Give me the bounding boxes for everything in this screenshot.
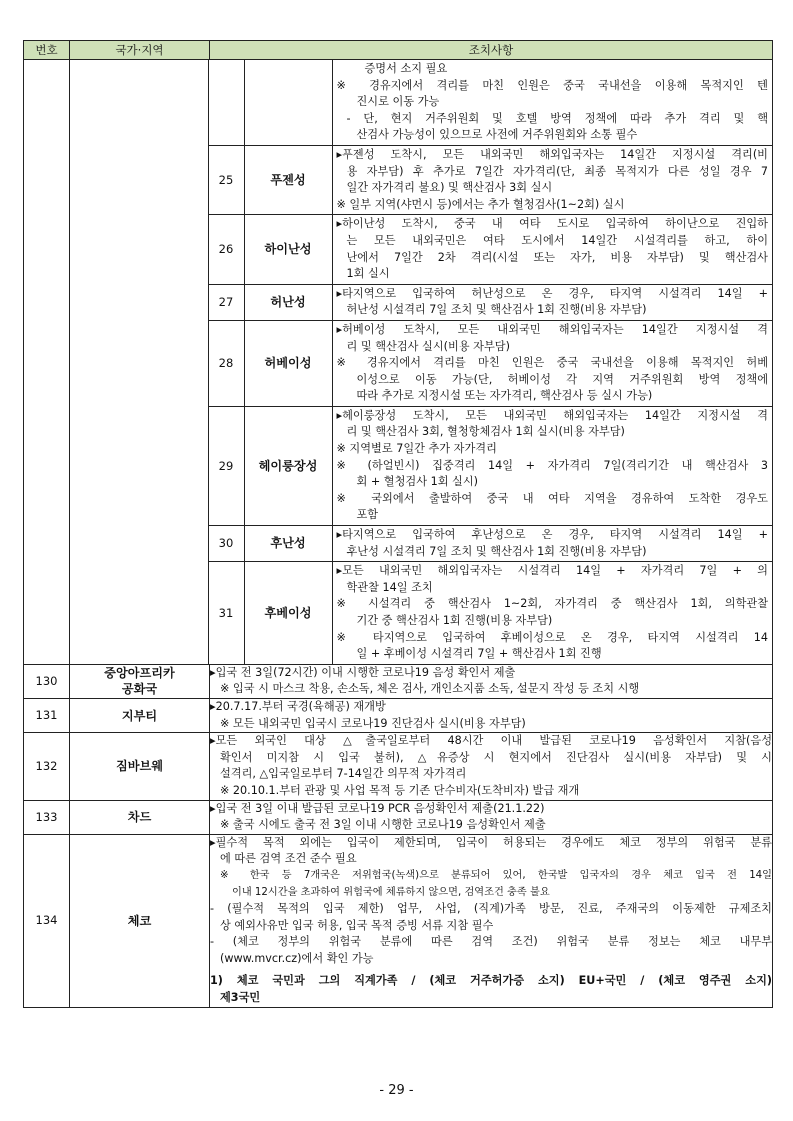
measures-cell (210, 733, 773, 800)
table-row (24, 664, 773, 698)
province-num: 25 (208, 145, 244, 214)
content-line: ※ 시설격리 중 핵산검사 1~2회, 자가격리 중 핵산검사 1회, 의학관찰 (336, 597, 768, 611)
content-line: ▸20.7.17.부터 국경(육해공) 재개방 (210, 699, 386, 713)
content-line: ▸허베이성 도착시, 모든 내외국민 해외입국자는 14일간 지정시설 격 (336, 322, 768, 336)
province-measures (332, 526, 772, 562)
province-name: 허베이성 (244, 320, 332, 406)
content-line: ※ 국외에서 출발하여 중국 내 여타 지역을 경유하여 도착한 경우도 (336, 491, 768, 505)
content-line: 기간 중 핵산검사 1회 진행(비용 자부담) (356, 614, 553, 627)
province-row (70, 284, 772, 320)
content-line: 일 + 후베이성 시설격리 7일 + 핵산검사 1회 진행 (356, 647, 602, 661)
content-line: 허난성 시설격리 7일 조치 및 핵산검사 1회 진행(비용 자부담) (346, 303, 647, 317)
province-name: 허난성 (244, 284, 332, 320)
content-line: ▸모든 외국인 대상 △출국일로부터 48시간 이내 발급된 코로나19 음성확인서 지참(음성 (210, 734, 772, 748)
content-line: ※ 경유지에서 격리를 마친 인원은 중국 국내선을 이용해 목적지인 허베 (336, 356, 768, 370)
province-row (70, 562, 772, 664)
province-row (70, 215, 772, 284)
header-num: 번호 (24, 41, 70, 60)
content-line: 에 따른 검역 조건 준수 필요 (220, 852, 357, 866)
content-line: ▸모든 내외국민 해외입국자는 시설격리 14일 + 자가격리 7일 + 의 (336, 564, 768, 578)
content-line: ▸타지역으로 입국하여 후난성으로 온 경우, 타지역 시설격리 14일 + (336, 528, 768, 542)
province-row (70, 60, 772, 145)
country-cell (70, 406, 208, 525)
content-line: ※ 경유지에서 격리를 마친 인원은 중국 국내선을 이용해 목적지인 텐 (336, 78, 768, 92)
content-line: ▸입국 전 3일(72시간) 이내 시행한 코로나19 음성 확인서 제출 (210, 665, 516, 679)
province-row (70, 526, 772, 562)
table-row (24, 733, 773, 800)
content-line: 산검사 가능성이 있으므로 사전에 거주위원회와 소통 필수 (356, 128, 638, 142)
content-line: 상 예외사유만 입국 허용, 입국 목적 증빙 서류 지참 필수 (220, 918, 494, 932)
table-row (24, 800, 773, 834)
content-line: ※ (하얼빈시) 집중격리 14일 + 자가격리 7일(격리기간 내 핵산검사 3 (336, 458, 768, 472)
content-line: ▸푸젠성 도착시, 모든 내외국민 해외입국자는 14일간 지정시설 격리(비 (336, 147, 768, 161)
province-measures (332, 562, 772, 664)
content-line: 리 및 핵산검사 3회, 혈청항체검사 1회 실시(비용 자부담) (346, 425, 625, 439)
province-num: 26 (208, 215, 244, 284)
province-num (208, 60, 244, 145)
country-name: 체코 (70, 834, 210, 1007)
content-line: 일간 자가격리 불요) 및 핵산검사 3회 실시 (346, 181, 553, 195)
province-num: 28 (208, 320, 244, 406)
content-line: ▸하이난성 도착시, 중국 내 여타 도시로 입국하여 하이난으로 진입하 (336, 217, 768, 231)
row-num: 130 (24, 664, 70, 698)
province-measures (332, 284, 772, 320)
content-line: 이성으로 이동 가능(단, 허베이성 각 지역 거주위원회 방역 정책에 (356, 372, 768, 386)
page-number: - 29 - (379, 1083, 414, 1098)
content-line: 후난성 시설격리 7일 조치 및 핵산검사 1회 진행(비용 자부담) (346, 544, 647, 558)
content-line: 확인서 미지참 시 입국 불허), △유증상 시 현지에서 진단검사 실시(비용 자부담) 및 시 (220, 750, 772, 764)
country-cell (70, 284, 208, 320)
content-line: ※ 지역별로 7일간 추가 자가격리 (336, 442, 497, 456)
content-line: 1) 체코 국민과 그의 직계가족 / (체코 거주허가증 소지) EU+국민 / (체코 영주권 소지) (210, 974, 772, 988)
content-line: ▸필수적 목적 외에는 입국이 제한되며, 입국이 허용되는 경우에도 체코 정부의 위험국 분류 (210, 835, 772, 849)
country-name: 짐바브웨 (70, 733, 210, 800)
content-line: - (필수적 목적의 입국 제한) 업무, 사업, (직계)가족 방문, 진료, 주재국의 이동제한 규제조치 (210, 902, 772, 916)
content-line: ※ 일부 지역(샤먼시 등)에서는 추가 혈청검사(1~2회) 실시 (336, 197, 625, 211)
content-line: 회 + 혈청검사 1회 실시) (356, 475, 479, 489)
province-num: 31 (208, 562, 244, 664)
province-name: 하이난성 (244, 215, 332, 284)
province-name: 후베이성 (244, 562, 332, 664)
row-num: 134 (24, 834, 70, 1007)
content-line: 용 자부담) 후 추가로 7일간 자가격리(단, 최종 목적지가 다른 성일 경우 7 (346, 164, 768, 178)
content-line: 리 및 핵산검사 실시(비용 자부담) (346, 339, 510, 353)
content-line: 1회 실시 (346, 267, 390, 281)
country-cell (70, 215, 208, 284)
province-num: 30 (208, 526, 244, 562)
content-line: - (체코 정부의 위험국 분류에 따른 검역 조건) 위험국 분류 정보는 체코 내무부 (210, 935, 772, 949)
table-row (24, 834, 773, 1007)
row-num: 132 (24, 733, 70, 800)
table-row-china (24, 60, 773, 665)
measures-cell (210, 800, 773, 834)
row-num: 133 (24, 800, 70, 834)
province-num: 27 (208, 284, 244, 320)
country-cell (70, 60, 208, 145)
province-name: 푸젠성 (244, 145, 332, 214)
measures-cell (210, 834, 773, 1007)
content-line: 학관찰 14일 조치 (346, 580, 433, 594)
row-num (24, 60, 70, 665)
country-cell (70, 320, 208, 406)
province-name (244, 60, 332, 145)
country-cell (70, 145, 208, 214)
province-measures (332, 215, 772, 284)
province-measures (332, 145, 772, 214)
content-line: - 단, 현지 거주위원회 및 호텔 방역 정책에 따라 추가 격리 및 핵 (346, 111, 768, 125)
content-line: 이내 12시간을 초과하여 위험국에 체류하지 않으면, 검역조건 충족 불요 (232, 886, 550, 898)
row-num: 131 (24, 698, 70, 732)
content-line: ▸입국 전 3일 이내 발급된 코로나19 PCR 음성확인서 제출(21.1.22) (210, 801, 545, 815)
content-line: ※ 한국 등 7개국은 저위험국(녹색)으로 분류되어 있어, 한국발 입국자의 경우 체코 입국 전 14일 (220, 869, 772, 881)
content-line: ※ 입국 시 마스크 착용, 손소독, 체온 검사, 개인소지품 소독, 설문지 작성 등 조치 시행 (220, 682, 640, 696)
content-line: 설격리, △입국일로부터 7-14일간 의무적 자가격리 (220, 767, 467, 781)
content-line: ※ 타지역으로 입국하여 후베이성으로 온 경우, 타지역 시설격리 14 (336, 630, 768, 644)
content-line: 난에서 7일간 2차 격리(시설 또는 자가, 비용 자부담) 및 핵산검사 (346, 250, 768, 264)
content-line: 증명서 소지 필요 (364, 62, 448, 75)
country-name: 중앙아프리카 공화국 (70, 664, 210, 698)
country-name: 지부티 (70, 698, 210, 732)
content-line: ※ 20.10.1.부터 관광 및 사업 목적 등 기존 단수비자(도착비자) 발급 재개 (220, 783, 580, 797)
table-header-row (24, 41, 773, 60)
content-line: 는 모든 내외국민은 여타 도시에서 14일간 시설격리를 하고, 하이 (346, 233, 768, 247)
content-line: ▸타지역으로 입국하여 허난성으로 온 경우, 타지역 시설격리 14일 + (336, 286, 768, 300)
measures-cell (210, 664, 773, 698)
province-row (70, 406, 772, 525)
content-line: 포함 (356, 508, 379, 522)
province-row (70, 320, 772, 406)
content-line: 따라 추가로 지정시설 또는 자가격리, 핵산검사 등 실시 가능) (356, 389, 653, 403)
country-name: 차드 (70, 800, 210, 834)
province-measures (332, 60, 772, 145)
content-line: ※ 모든 내외국민 입국시 코로나19 진단검사 실시(비용 자부담) (220, 716, 526, 730)
content-line: ▸헤이룽장성 도착시, 모든 내외국민 해외입국자는 14일간 지정시설 격 (336, 408, 768, 422)
province-num: 29 (208, 406, 244, 525)
province-measures (332, 320, 772, 406)
country-cell (70, 526, 208, 562)
header-country: 국가·지역 (70, 41, 210, 60)
content-line: 제3국민 (220, 991, 261, 1005)
content-line: 진시로 이동 가능 (356, 95, 440, 109)
table-row (24, 698, 773, 732)
province-name: 후난성 (244, 526, 332, 562)
content-line: ※ 출국 시에도 출국 전 3일 이내 시행한 코로나19 음성확인서 제출 (220, 818, 546, 832)
province-row (70, 145, 772, 214)
province-name: 헤이룽장성 (244, 406, 332, 525)
province-measures (332, 406, 772, 525)
measures-table (23, 40, 773, 1008)
country-cell (70, 562, 208, 664)
header-measures: 조치사항 (210, 41, 773, 60)
province-subtable (70, 60, 772, 664)
content-line: (www.mvcr.cz)에서 확인 가능 (220, 951, 374, 965)
measures-cell (210, 698, 773, 732)
